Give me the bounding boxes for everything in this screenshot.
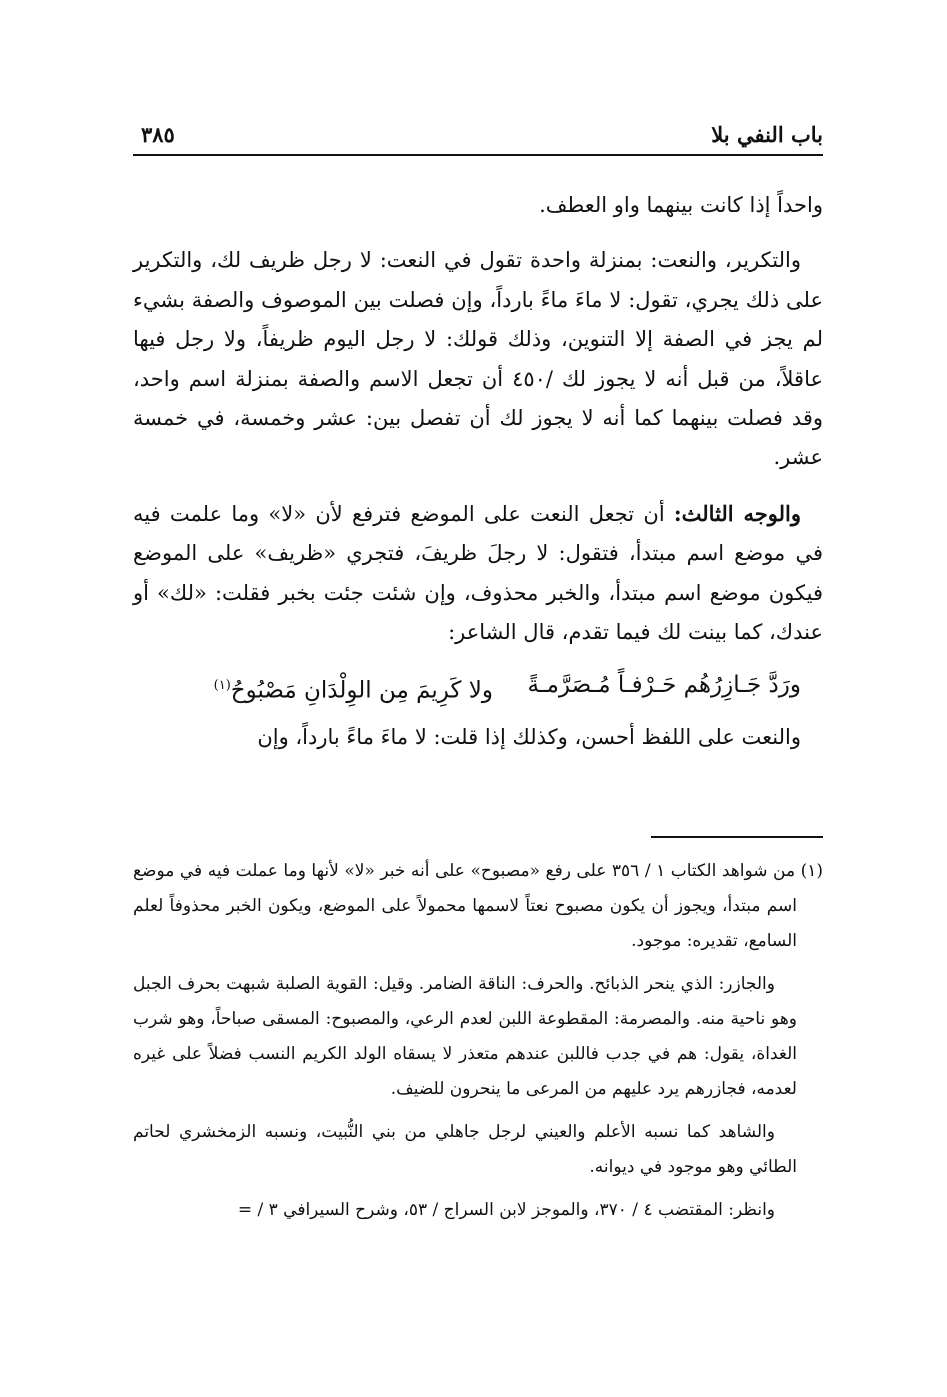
footnote-references: وانظر: المقتضب ٤ / ٣٧٠، والموجز لابن السراج / ٥٣، وشرح السيرافي ٣ / =: [237, 1200, 775, 1220]
verse-second-hemistich: [214, 666, 493, 711]
third-aspect-text: أن تجعل النعت على الموضع فترفع لأن «لا» وما علمت فيه في موضع اسم مبتدأ، فتقول: لا رجلَ ظريفَ، فتجري «ظريف» على الموضع فيكون موضع اسم مبتدأ، والخبر محذوف، وإن شئت جئت بخبر فقلت: «لك» أو عندك، كما بينت لك فيما تقدم، قال الشاعر:: [133, 501, 823, 645]
footnote-divider: [651, 836, 823, 838]
main-text: [133, 186, 823, 758]
paragraph-repetition-and-adjective: والتكرير، والنعت: بمنزلة واحدة تقول في النعت: لا رجل ظريف لك، والتكرير على ذلك يجري، تقول: لا ماءَ ماءً بارداً، وإن فصلت بين الموصوف والصفة بشيء لم يجز في الصفة إلا التنوين، وذلك قولك: لا رجل اليوم ظريفاً، ولا رجل فيها عاقلاً، من قبل أنه لا يجوز لك /٤٥٠ أن تجعل الاسم والصفة بمنزلة اسم واحد، وقد فصلت بينهما كما أنه لا يجوز لك أن تفصل بين: عشر وخمسة، في خمسة عشر.: [133, 248, 823, 470]
footnote-vocabulary: والجازر: الذي ينحر الذبائح. والحرف: الناقة الضامر. وقيل: القوية الصلبة شبهت بحرف الجبل وهو ناحية منه. والمصرمة: المقطوعة اللبن لعدم الرعي، والمصبوح: المسقى صباحاً، وهو شرب الغداة، يقول: هم في جدب فاللبن عندهم متعذر لا يسقاه الولد الكريم النسب فضلاً على غيره لعدمه، فجازرهم يرد عليهم من المرعى ما ينحرون للضيف.: [133, 974, 797, 1099]
header-divider: [133, 154, 823, 156]
chapter-title: باب النفي بلا: [711, 122, 823, 147]
running-header: [133, 118, 823, 154]
page-number: ٣٨٥: [141, 122, 175, 147]
poetry-verse: [133, 666, 823, 706]
paragraph-closing: والنعت على اللفظ أحسن، وكذلك إذا قلت: لا ماءَ ماءً بارداً، وإن: [257, 725, 801, 750]
footnote-1: (١) من شواهد الكتاب ١ / ٣٥٦ على رفع «مصبوح» على أنه خبر «لا» لأنها وما عملت فيه في موضع اسم مبتدأ، ويجوز أن يكون مصبوح نعتاً لاسمها محمولاً على الموضع، ويكون الخبر محذوفاً لعلم السامع، تقديره: موجود.: [133, 861, 823, 951]
footnotes: [133, 854, 823, 1228]
paragraph-third-aspect: [133, 494, 823, 653]
section-heading-third-aspect: والوجه الثالث:: [673, 500, 801, 526]
verse-second-text: ولا كَرِيمَ مِن الوِلْدَانِ مَصْبُوحُ: [230, 678, 493, 705]
verse-first-hemistich: ورَدَّ جَـازِرُهُم حَـرْفـاً مُـصَرَّمـةً: [527, 672, 801, 699]
paragraph-continuation: واحداً إذا كانت بينهما واو العطف.: [539, 193, 823, 217]
footnote-attribution: والشاهد كما نسبه الأعلم والعيني لرجل جاهلي من بني النُّبيت، ونسبه الزمخشري لحاتم الطائي وهو موجود في ديوانه.: [133, 1122, 797, 1177]
footnote-marker: (١): [213, 678, 231, 694]
